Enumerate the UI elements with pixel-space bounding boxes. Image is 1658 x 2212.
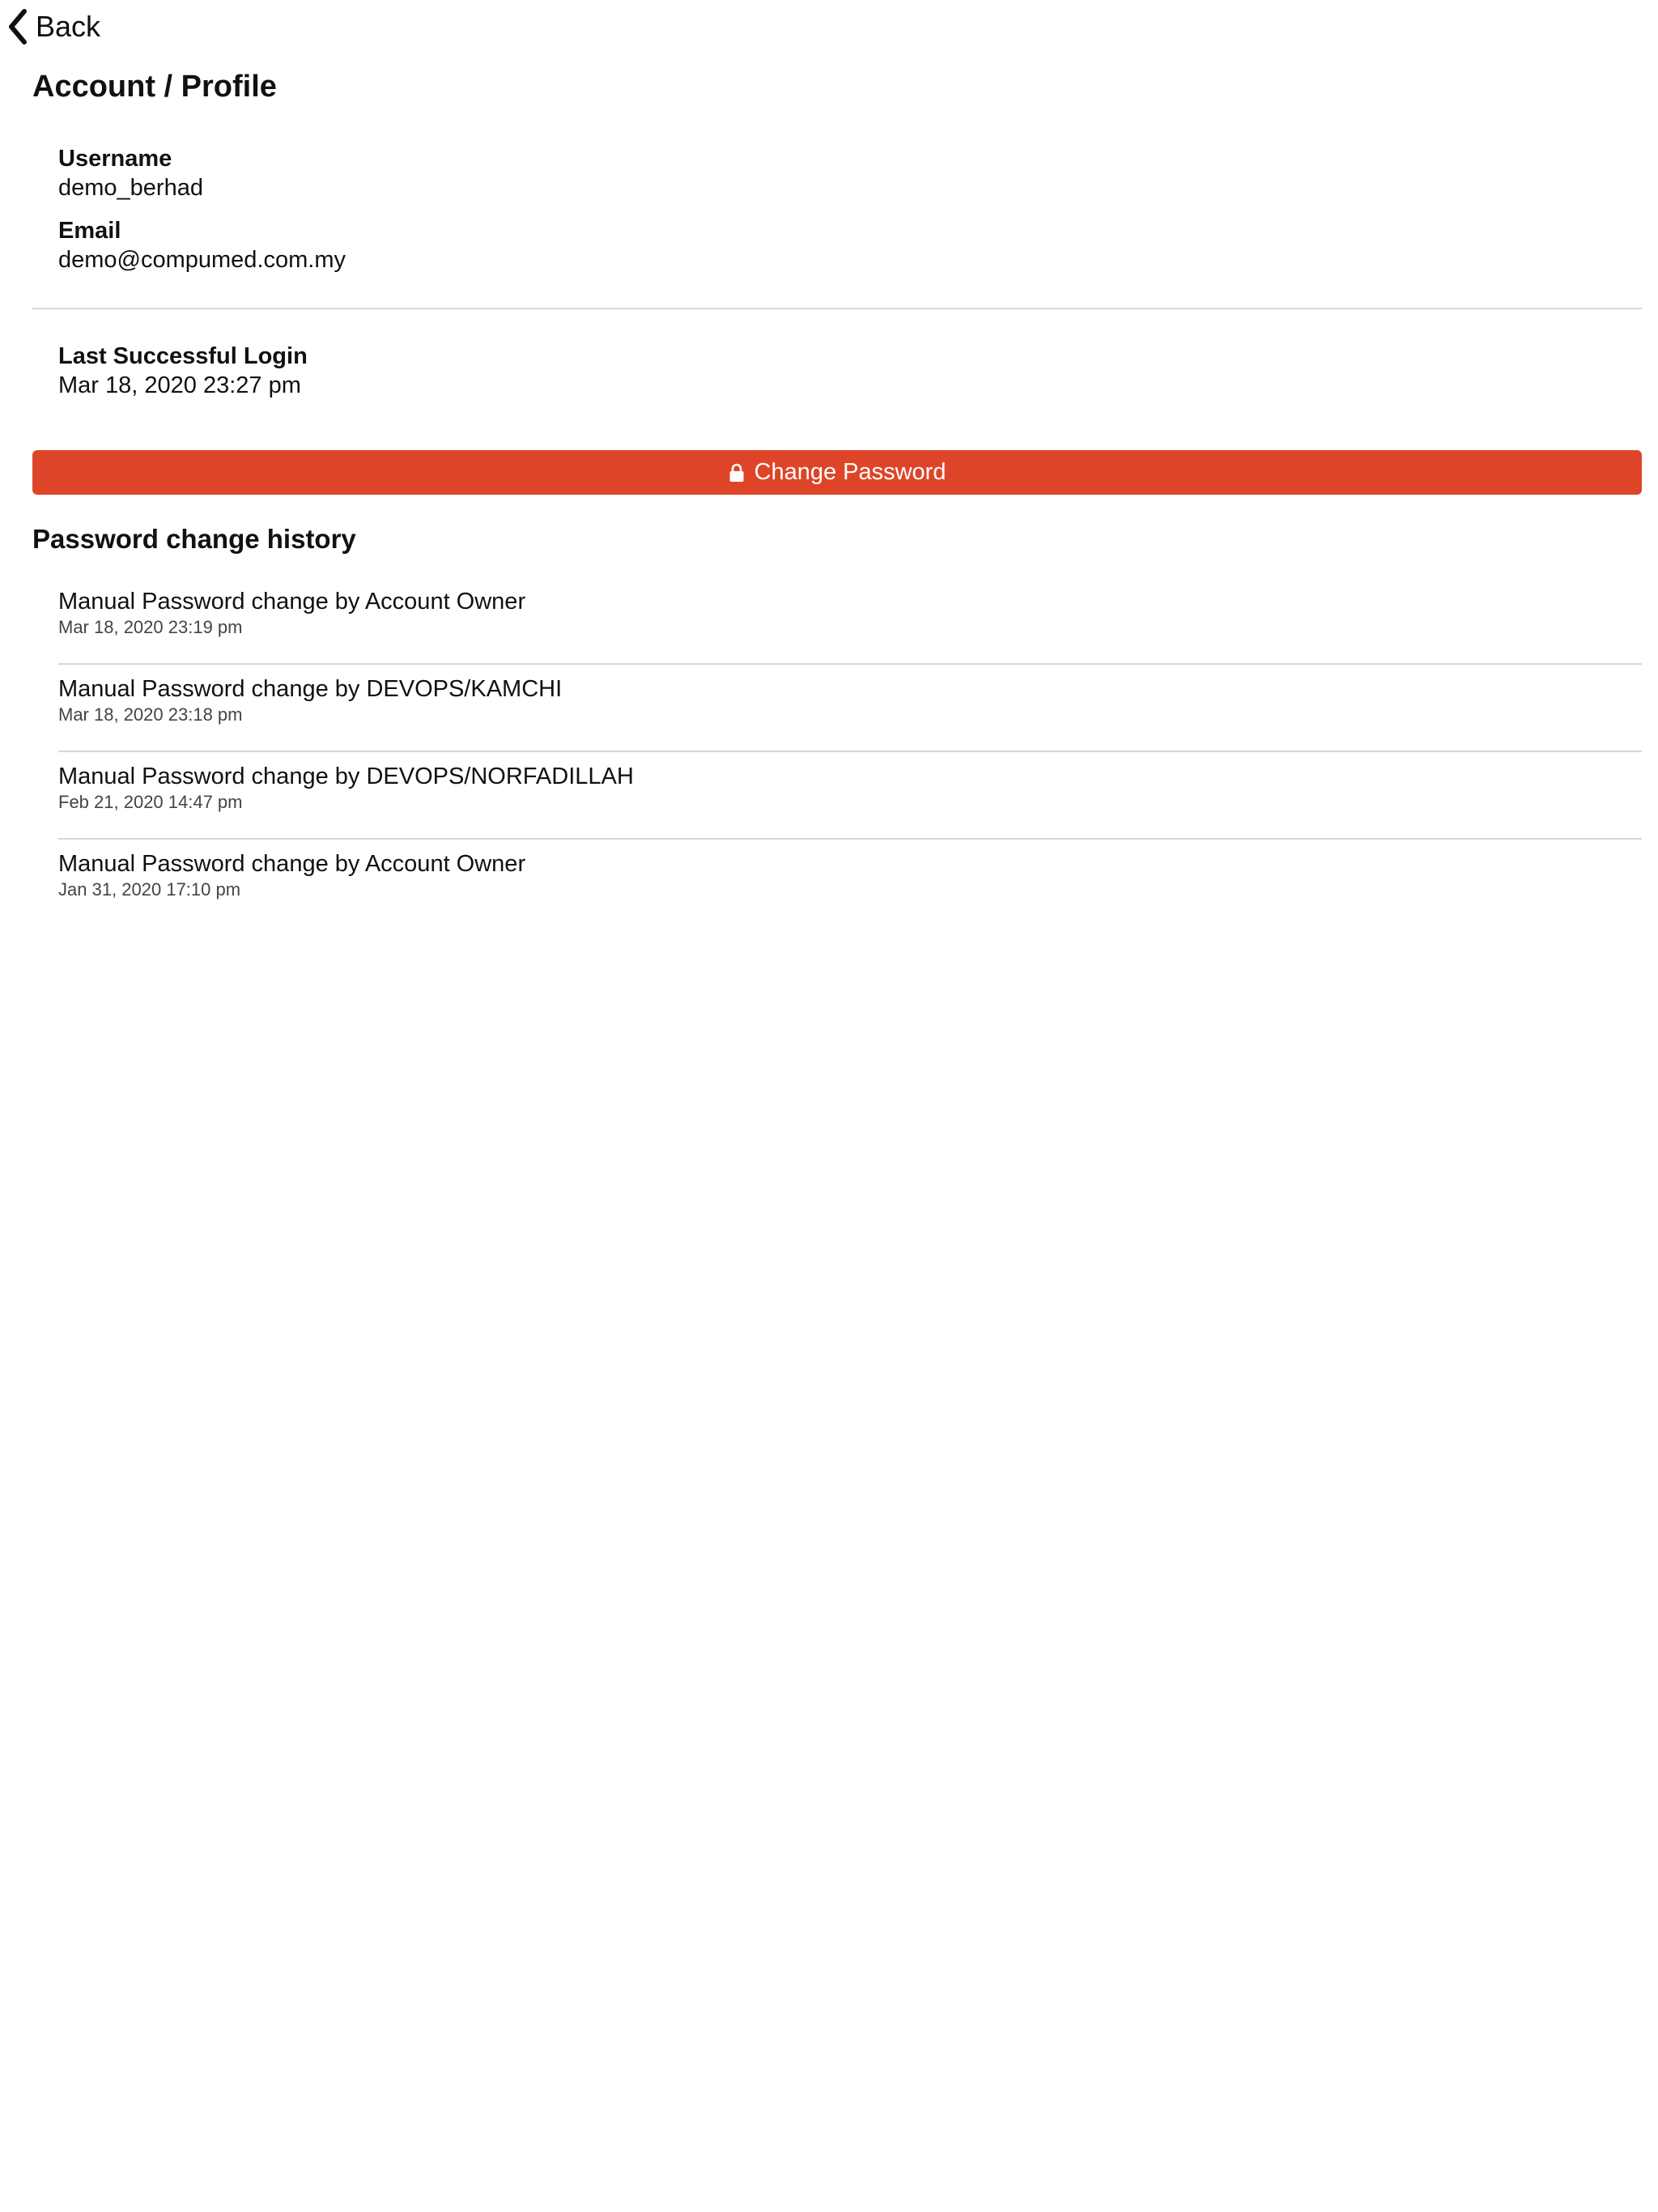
username-label: Username (58, 146, 172, 172)
history-item-description: Manual Password change by Account Owner (58, 851, 526, 877)
password-history-list (58, 577, 1642, 927)
history-item-description: Manual Password change by Account Owner (58, 589, 526, 615)
email-field (58, 216, 346, 274)
change-password-button[interactable] (32, 450, 1642, 495)
history-item-timestamp: Jan 31, 2020 17:10 pm (58, 879, 241, 900)
history-item[interactable] (58, 577, 1642, 665)
history-item[interactable] (58, 840, 1642, 927)
history-item-timestamp: Mar 18, 2020 23:18 pm (58, 704, 243, 725)
last-login-field (58, 342, 308, 400)
history-item[interactable] (58, 665, 1642, 752)
change-password-label: Change Password (754, 459, 946, 485)
email-value: demo@compumed.com.my (58, 247, 346, 273)
lock-icon (729, 463, 745, 483)
history-item-timestamp: Feb 21, 2020 14:47 pm (58, 792, 243, 812)
back-button[interactable] (6, 6, 100, 47)
page-title: Account / Profile (32, 70, 277, 104)
history-item-description: Manual Password change by DEVOPS/KAMCHI (58, 676, 563, 702)
email-label: Email (58, 218, 121, 244)
history-item-timestamp: Mar 18, 2020 23:19 pm (58, 617, 243, 637)
history-item[interactable] (58, 752, 1642, 840)
last-login-label: Last Successful Login (58, 343, 308, 369)
profile-divider (32, 308, 1642, 309)
username-value: demo_berhad (58, 175, 203, 201)
last-login-value: Mar 18, 2020 23:27 pm (58, 372, 301, 398)
username-field (58, 144, 203, 202)
back-label: Back (36, 10, 101, 43)
password-history-title: Password change history (32, 524, 356, 554)
chevron-left-icon (6, 8, 29, 45)
history-item-description: Manual Password change by DEVOPS/NORFADILLAH (58, 764, 634, 789)
